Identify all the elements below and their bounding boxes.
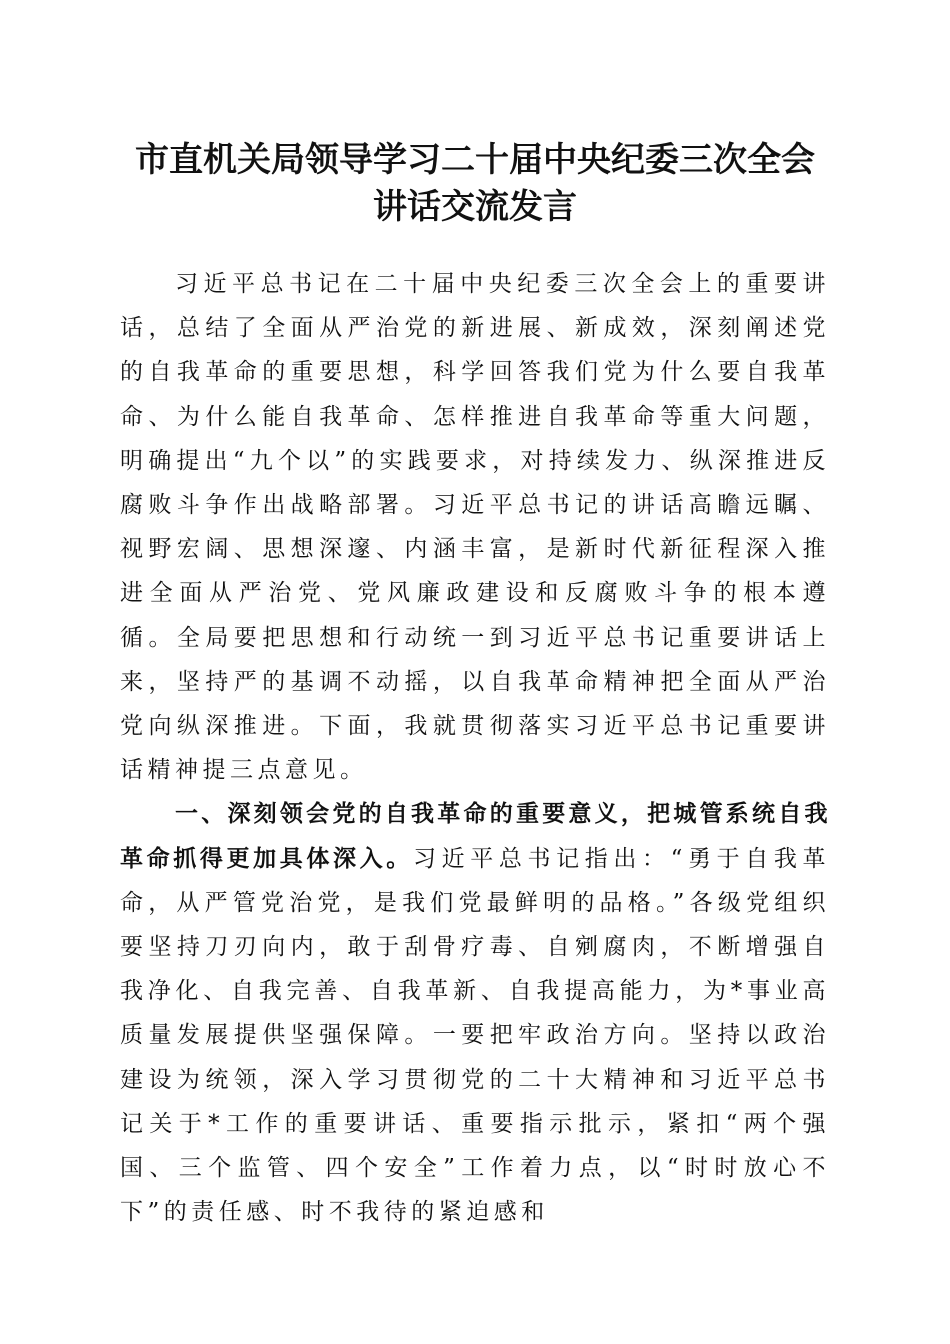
intro-paragraph: 习近平总书记在二十届中央纪委三次全会上的重要讲话，总结了全面从严治党的新进展、新成效，深刻阐述党的自我革命的重要思想，科学回答我们党为什么要自我革命、为什么能自我革命、怎样推进自我革命等重大问题，明确提出“九个以”的实践要求，对持续发力、纵深推进反腐败斗争作出战略部署。习近平总书记的讲话高瞻远瞩、视野宏阔、思想深邃、内涵丰富，是新时代新征程深入推进全面从严治党、党风廉政建设和反腐败斗争的根本遵循。全局要把思想和行动统一到习近平总书记重要讲话上来，坚持严的基调不动摇，以自我革命精神把全面从严治党向纵深推进。下面，我就贯彻落实习近平总书记重要讲话精神提三点意见。 — [120, 271, 830, 784]
section-1-heading: 一、深刻领会党的自我革命的重要意义，把城管系统自我革命抓得更加具体深入。 — [120, 800, 830, 872]
document-title-line-1: 市直机关局领导学习二十届中央纪委三次全会 — [135, 140, 815, 180]
section-1-paragraph — [120, 792, 830, 1234]
section-1-text: 习近平总书记指出：“勇于自我革命，从严管党治党，是我们党最鲜明的品格。”各级党组织要坚持刀刃向内，敢于刮骨疗毒、自剜腐肉，不断增强自我净化、自我完善、自我革新、自我提高能力，为*事业高质量发展提供坚强保障。一要把牢政治方向。坚持以政治建设为统领，深入学习贯彻党的二十大精神和习近平总书记关于*工作的重要讲话、重要指示批示，紧扣“两个强国、三个监管、四个安全”工作着力点，以“时时放心不下”的责任感、时不我待的紧迫感和 — [120, 845, 831, 1226]
document-body — [120, 262, 830, 1234]
document-title-line-2: 讲话交流发言 — [373, 187, 577, 227]
